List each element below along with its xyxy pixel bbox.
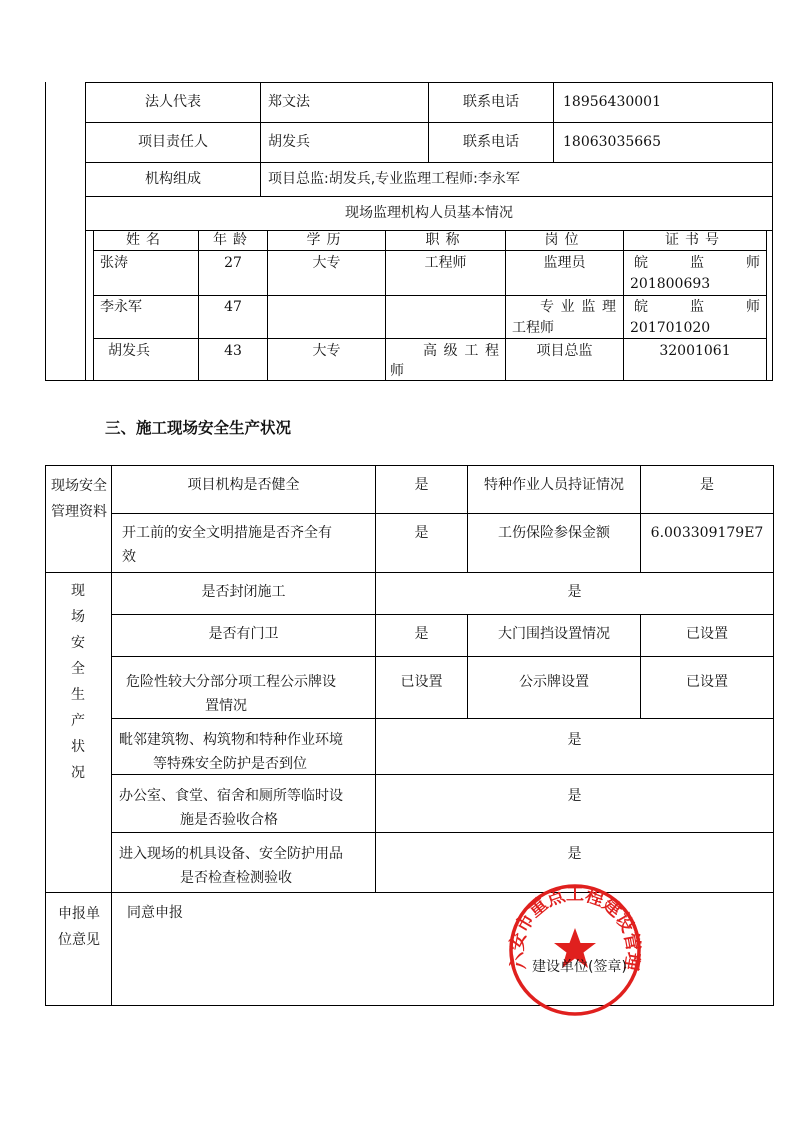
staff-name: 张涛 bbox=[100, 255, 128, 271]
item-special-cert: 特种作业人员持证情况 bbox=[484, 477, 624, 493]
value-notice-board: 已设置 bbox=[400, 674, 443, 690]
row-line bbox=[85, 122, 773, 123]
pm-phone-label: 联系电话 bbox=[463, 134, 519, 150]
item-measures-line2: 效 bbox=[122, 549, 136, 565]
legal-rep-value: 郑文法 bbox=[268, 94, 310, 110]
group-label-opinion: 申报单位意见 bbox=[58, 906, 100, 948]
value-measures: 是 bbox=[414, 525, 429, 541]
item-closed-construction: 是否封闭施工 bbox=[201, 584, 286, 600]
official-seal bbox=[505, 880, 645, 1020]
seal-graphic bbox=[505, 880, 645, 1020]
staff-age: 47 bbox=[224, 299, 242, 315]
item-equipment-check-line1: 进入现场的机具设备、安全防护用品 bbox=[119, 846, 343, 862]
value-gate-fence: 已设置 bbox=[686, 626, 728, 642]
item-notice-setup: 公示牌设置 bbox=[519, 674, 589, 690]
table1-top-border bbox=[85, 82, 773, 83]
row-line bbox=[85, 196, 773, 197]
staff-title: 现场监理机构人员基本情况 bbox=[345, 205, 513, 221]
legal-rep-phone: 18956430001 bbox=[563, 94, 661, 110]
item-adjacent-protection-line1: 毗邻建筑物、构筑物和特种作业环境 bbox=[119, 732, 343, 748]
staff-age: 27 bbox=[224, 255, 242, 271]
pm-phone: 18063035665 bbox=[563, 134, 661, 150]
org-value: 项目总监:胡发兵,专业监理工程师:李永军 bbox=[268, 171, 520, 187]
value-insurance: 6.003309179E7 bbox=[650, 525, 764, 541]
staff-post-line2: 工程师 bbox=[512, 320, 554, 336]
col-line bbox=[111, 465, 112, 1006]
org-label: 机构组成 bbox=[145, 171, 201, 187]
staff-title: 工程师 bbox=[424, 255, 467, 271]
item-gate-fence: 大门围挡设置情况 bbox=[498, 626, 610, 642]
row-line bbox=[111, 614, 774, 615]
staff-title-line1: 高级工程 bbox=[423, 343, 499, 359]
table1-left-border bbox=[45, 82, 46, 381]
col-header-age: 年龄 bbox=[213, 232, 253, 248]
group-label-site-status: 现场安全生产状况 bbox=[71, 583, 85, 781]
table2-bottom-border bbox=[45, 1005, 774, 1006]
col-header-edu: 学历 bbox=[306, 232, 347, 248]
table2-top-border bbox=[45, 465, 774, 466]
staff-cert-no: 201800693 bbox=[630, 276, 711, 292]
staff-cert-no: 32001061 bbox=[659, 343, 731, 359]
col-line bbox=[260, 82, 261, 196]
row-line bbox=[111, 718, 774, 719]
value-org-complete: 是 bbox=[414, 477, 429, 493]
value-temp-facilities: 是 bbox=[567, 788, 582, 804]
signature-label: 建设单位(签章) bbox=[532, 959, 627, 975]
table1-inner-left-border bbox=[85, 82, 86, 381]
staff-edu: 大专 bbox=[312, 255, 341, 271]
item-temp-facilities-line1: 办公室、食堂、宿舍和厕所等临时设 bbox=[119, 788, 343, 804]
section-heading: 三、施工现场安全生产状况 bbox=[105, 419, 292, 437]
value-closed-construction: 是 bbox=[567, 584, 582, 600]
staff-title-line2: 师 bbox=[390, 363, 404, 379]
legal-rep-label: 法人代表 bbox=[145, 94, 201, 110]
group-line bbox=[45, 892, 774, 893]
col-header-post: 岗位 bbox=[544, 232, 585, 248]
opinion-text: 同意申报 bbox=[127, 905, 183, 921]
row-line bbox=[111, 656, 774, 657]
staff-post: 项目总监 bbox=[536, 343, 593, 359]
item-equipment-check-line2: 是否检查检测验收 bbox=[180, 870, 292, 886]
value-notice-setup: 已设置 bbox=[686, 674, 728, 690]
item-notice-board-line2: 置情况 bbox=[205, 698, 247, 714]
table1-right-border bbox=[772, 82, 773, 381]
row-line bbox=[85, 162, 773, 163]
staff-edu: 大专 bbox=[312, 343, 341, 359]
table2-left-border bbox=[45, 465, 46, 1006]
item-notice-board-line1: 危险性较大分部分项工程公示牌设 bbox=[126, 674, 336, 690]
value-special-cert: 是 bbox=[700, 477, 714, 493]
item-gatekeeper: 是否有门卫 bbox=[208, 626, 279, 642]
group-line bbox=[45, 572, 774, 573]
pm-value: 胡发兵 bbox=[268, 134, 310, 150]
item-insurance: 工伤保险参保金额 bbox=[498, 525, 610, 541]
item-measures-line1: 开工前的安全文明措施是否齐全有 bbox=[122, 525, 332, 541]
col-header-cert: 证书号 bbox=[665, 232, 725, 248]
staff-cert-no: 201701020 bbox=[630, 320, 711, 336]
staff-cert-prefix: 皖监师 bbox=[634, 299, 760, 315]
table2-right-border bbox=[773, 465, 774, 1006]
item-adjacent-protection-line2: 等特殊安全防护是否到位 bbox=[153, 756, 307, 772]
staff-post-line1: 专业监理 bbox=[540, 299, 616, 315]
group-label-safety-docs: 现场安全管理资料 bbox=[51, 478, 107, 520]
phone-label: 联系电话 bbox=[463, 94, 519, 110]
staff-name: 胡发兵 bbox=[108, 343, 150, 359]
col-header-name: 姓名 bbox=[126, 232, 166, 248]
staff-left-line bbox=[93, 230, 94, 380]
value-gatekeeper: 是 bbox=[414, 626, 429, 642]
row-line bbox=[111, 513, 774, 514]
pm-label: 项目责任人 bbox=[138, 134, 208, 150]
svg-text:六安市重点工程建设管理: 六安市重点工程建设管理 bbox=[506, 884, 644, 973]
staff-right-line bbox=[766, 230, 767, 380]
value-adjacent-protection: 是 bbox=[567, 732, 582, 748]
item-org-complete: 项目机构是否健全 bbox=[187, 477, 300, 493]
col-header-title: 职称 bbox=[425, 232, 466, 248]
item-temp-facilities-line2: 施是否验收合格 bbox=[180, 812, 278, 828]
value-equipment-check: 是 bbox=[567, 846, 582, 862]
staff-post: 监理员 bbox=[543, 255, 586, 271]
row-line bbox=[111, 832, 774, 833]
staff-age: 43 bbox=[224, 343, 242, 359]
col-line bbox=[553, 82, 554, 162]
staff-cert-prefix: 皖监师 bbox=[634, 255, 760, 271]
staff-name: 李永军 bbox=[100, 299, 142, 315]
